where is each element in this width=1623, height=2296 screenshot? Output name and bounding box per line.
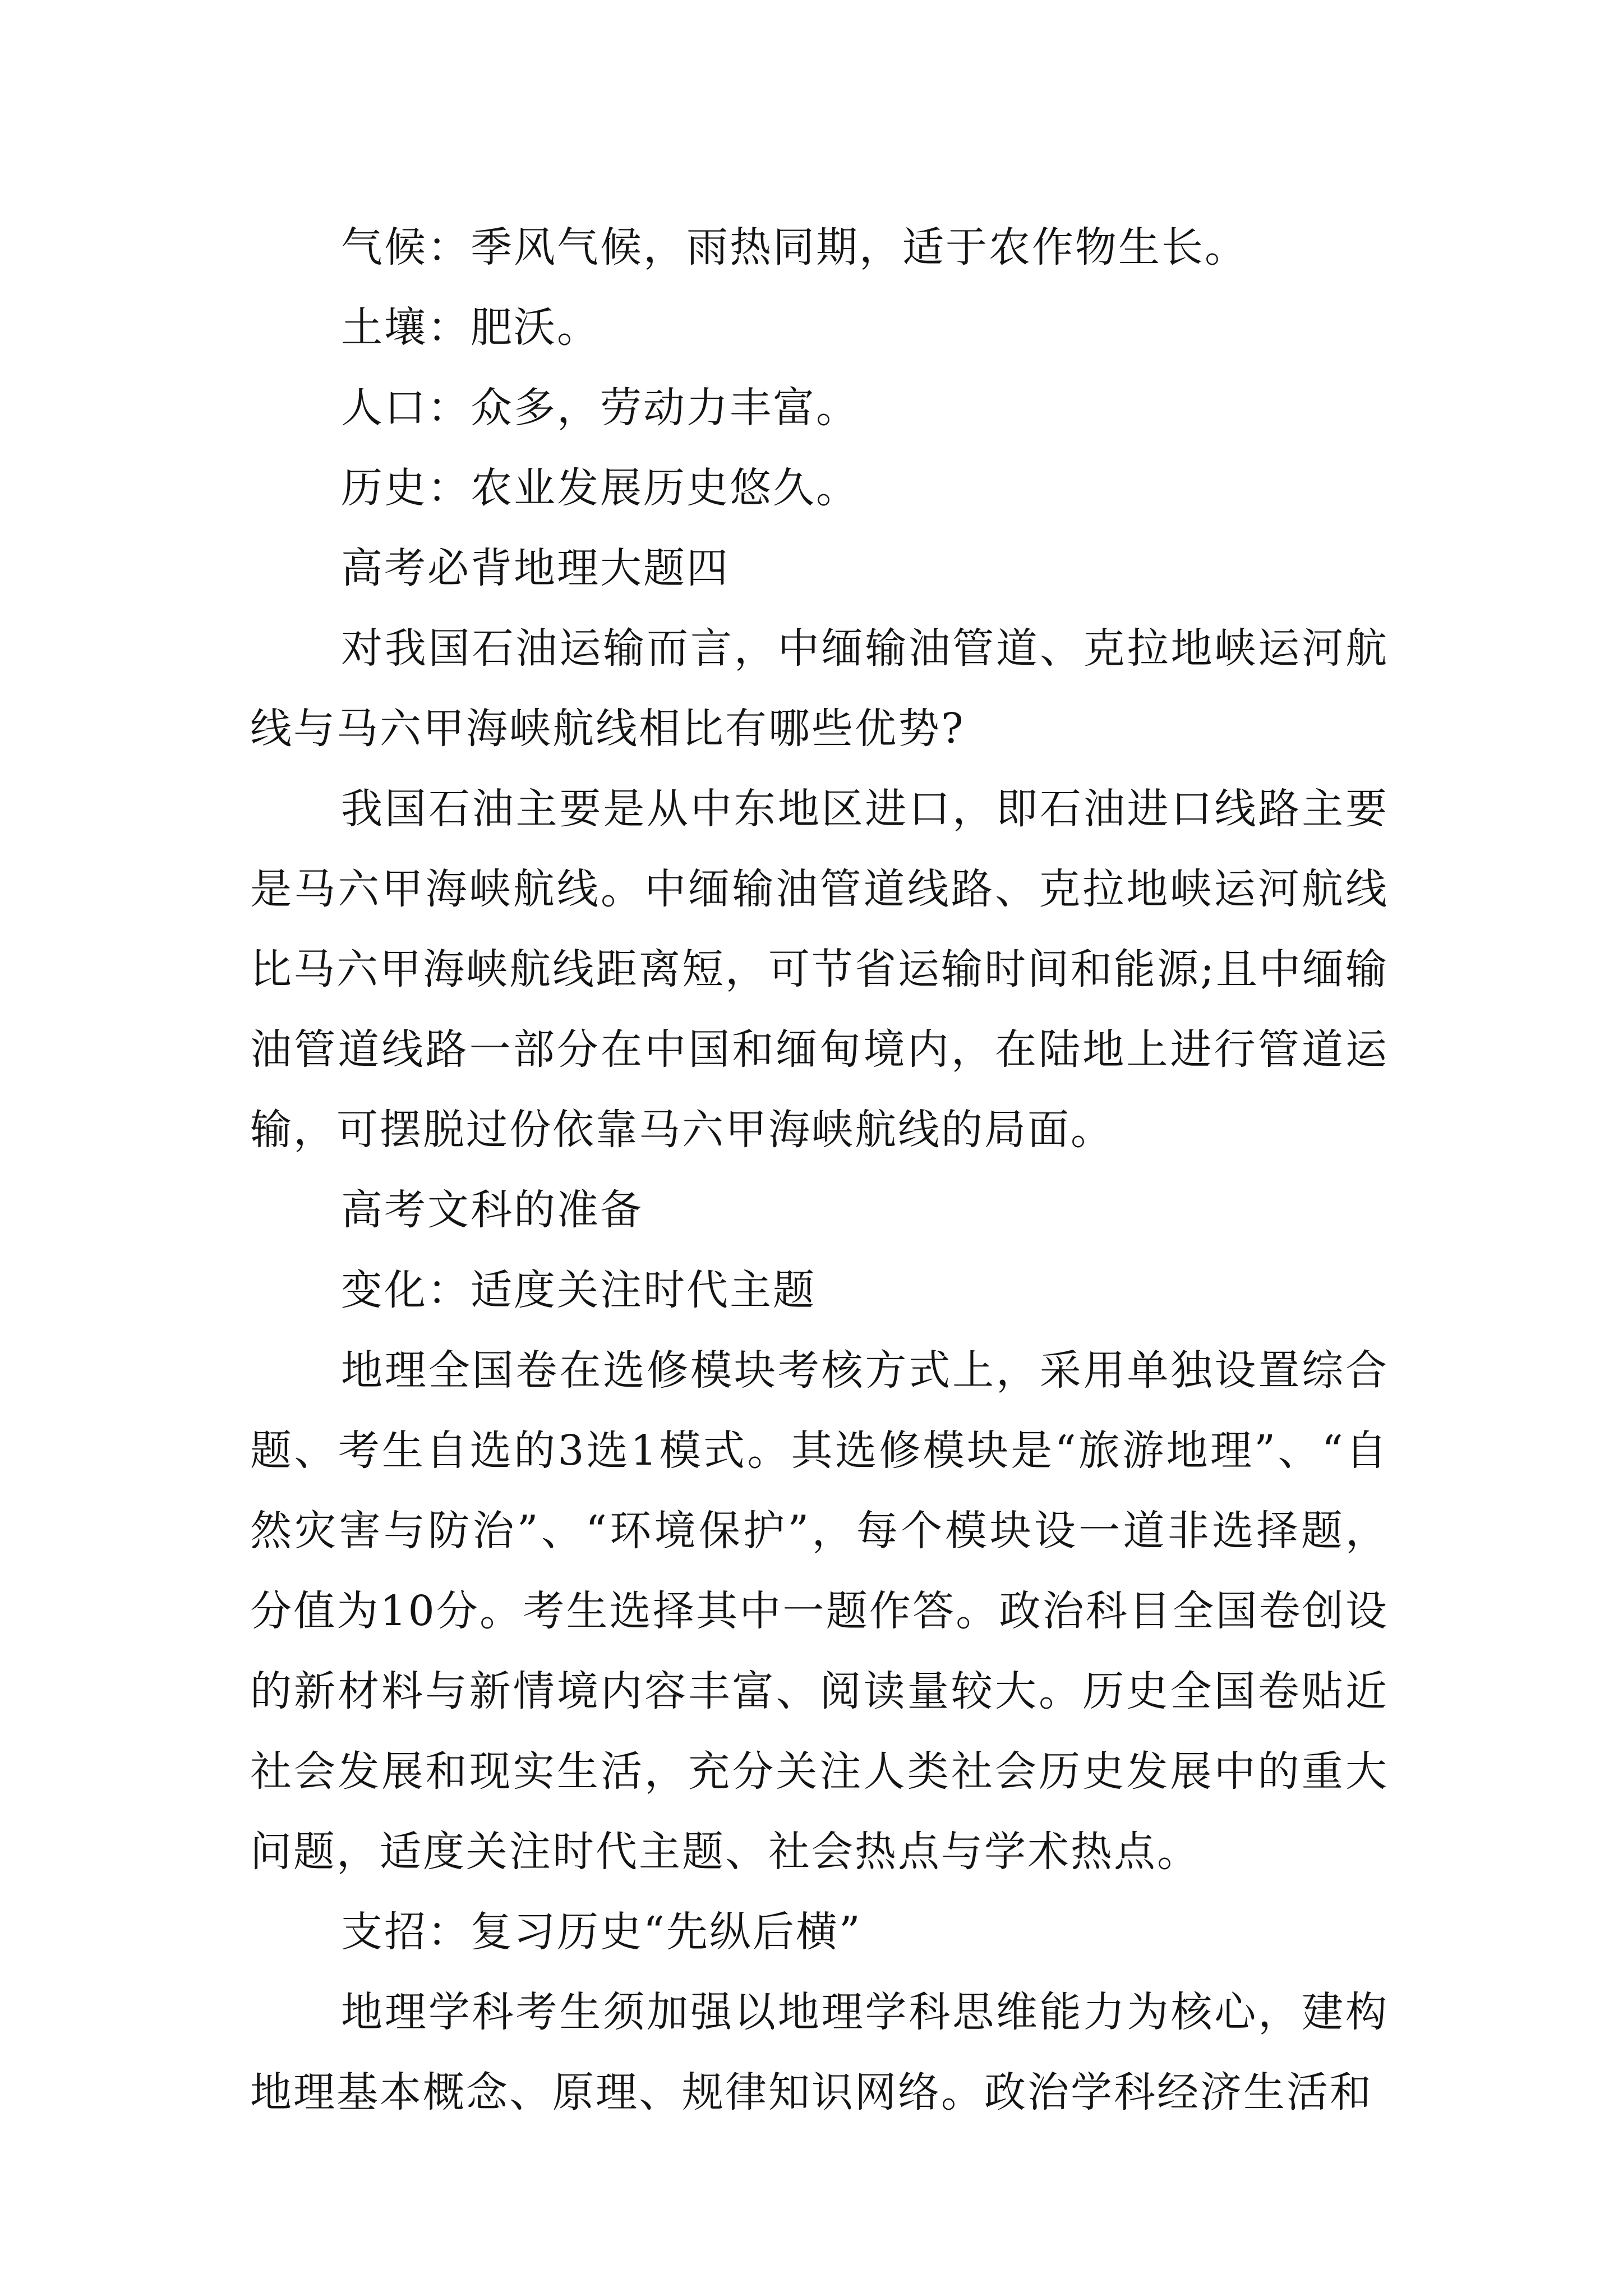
- subheading-change: 变化：适度关注时代主题: [341, 1266, 816, 1314]
- subheading-tips: 支招：复习历史“先纵后横”: [341, 1908, 862, 1956]
- paragraph-history: 历史：农业发展历史悠久。: [341, 464, 859, 512]
- section-heading-liberal-arts-preparation: 高考文科的准备: [341, 1186, 643, 1234]
- section-heading-geography-question-four: 高考必背地理大题四: [341, 544, 730, 592]
- paragraph-geography-study-advice: 地理学科考生须加强以地理学科思维能力为核心，建构地理基本概念、原理、规律知识网络。政治学科经济生活和: [250, 1988, 1389, 2116]
- paragraph-population: 人口：众多，劳动力丰富。: [341, 384, 859, 432]
- paragraph-climate: 气候：季风气候，雨热同期，适于农作物生长。: [341, 223, 1248, 272]
- document-body: [250, 208, 1389, 2133]
- paragraph-oil-transport-answer: 我国石油主要是从中东地区进口，即石油进口线路主要是马六甲海峡航线。中缅输油管道线路、克拉地峡运河航线比马六甲海峡航线距离短，可节省运输时间和能源;且中缅输油管道线路一部分在中国和缅甸境内，在陆地上进行管道运输，可摆脱过份依靠马六甲海峡航线的局面。: [250, 785, 1389, 1154]
- paragraph-national-exam-change: 地理全国卷在选修模块考核方式上，采用单独设置综合题、考生自选的3选1模式。其选修模块是“旅游地理”、“自然灾害与防治”、“环境保护”，每个模块设一道非选择题，分值为10分。考生选择其中一题作答。政治科目全国卷创设的新材料与新情境内容丰富、阅读量较大。历史全国卷贴近社会发展和现实生活，充分关注人类社会历史发展中的重大问题，适度关注时代主题、社会热点与学术热点。: [250, 1346, 1389, 1876]
- paragraph-oil-transport-question: 对我国石油运输而言，中缅输油管道、克拉地峡运河航线与马六甲海峡航线相比有哪些优势?: [250, 624, 1389, 753]
- paragraph-soil: 土壤：肥沃。: [341, 303, 600, 352]
